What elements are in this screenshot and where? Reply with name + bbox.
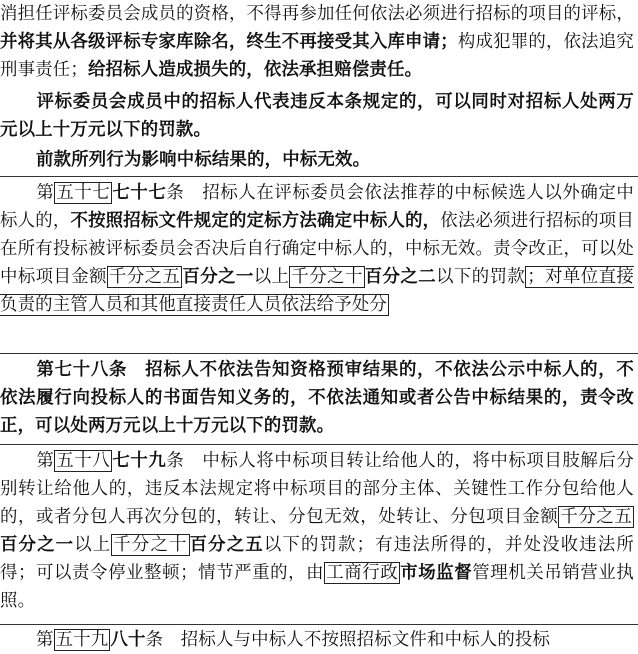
deleted-text-box: 五十八	[56, 451, 111, 471]
section-divider	[0, 353, 638, 354]
section-divider	[0, 624, 638, 625]
deleted-text-box: 千分之十	[113, 535, 188, 555]
deleted-text-box: 千分之五	[560, 507, 632, 527]
deleted-text-box: 五十七	[56, 183, 111, 203]
article-78: 第七十八条 招标人不依法告知资格预审结果的，不依法公示中标人的，不依法履行向投标人的书面告知义务的，不依法通知或者公告中标结果的，责令改正，可以处两万元以上十万元以下的罚款。	[0, 360, 634, 436]
article-79: 第 五十八 七十九条 中标人将中标项目转让给他人的，将中标项目肢解后分别转让给他人的，违反本法规定将中标项目的部分主体、关键性工作分包给他人的，或者分包人再次分包的，转让、分包无效，处转让、分包项目金额 千分之五百分之一以上 千分之十 百分之五以下的罚款；有违法所得的，并处没收违法所得；可以责令停业整顿；情节严重的，由 工商行政 市场监督管理机关吊销营业执照。	[0, 451, 634, 611]
deleted-text-box: 千分之五	[109, 267, 181, 287]
paragraph-tenderer-rep: 评标委员会成员中的招标人代表违反本条规定的，可以同时对招标人处两万元以上十万元以下的罚款。	[0, 92, 634, 140]
section-divider	[0, 444, 638, 445]
section-divider	[0, 176, 638, 177]
deleted-text-box: ；对单位直接负责的主管人员和其他直接责任人员依法给予处分	[0, 267, 634, 315]
deleted-text-box: 千分之十	[291, 267, 363, 287]
deleted-text-box: 五十九	[55, 630, 109, 650]
paragraph-liability: 消担任评标委员会成员的资格，不得再参加任何依法必须进行招标的项目的评标，并将其从各级评标专家库除名，终生不再接受其入库申请；构成犯罪的，依法追究刑事责任；给招标人造成损失的，依法承担赔偿责任。	[0, 4, 634, 80]
paragraph-bid-invalid: 前款所列行为影响中标结果的，中标无效。	[36, 150, 371, 170]
deleted-text-box: 工商行政	[326, 563, 399, 583]
article-80: 第 五十九 八十条 招标人与中标人不按照招标文件和中标人的投标	[36, 630, 551, 650]
article-77: 第 五十七 七十七条 招标人在评标委员会依法推荐的中标候选人以外确定中标人的，不按照招标文件规定的定标方法确定中标人的，依法必须进行招标的项目在所有投标被评标委员会否决后自行确定中标人的，中标无效。责令改正，可以处中标项目金额 千分之五 百分之一以上 千分之十 百分之二以下的罚款 ；对单位直接负责的主管人员和其他直接责任人员依法给予处分	[0, 183, 635, 315]
